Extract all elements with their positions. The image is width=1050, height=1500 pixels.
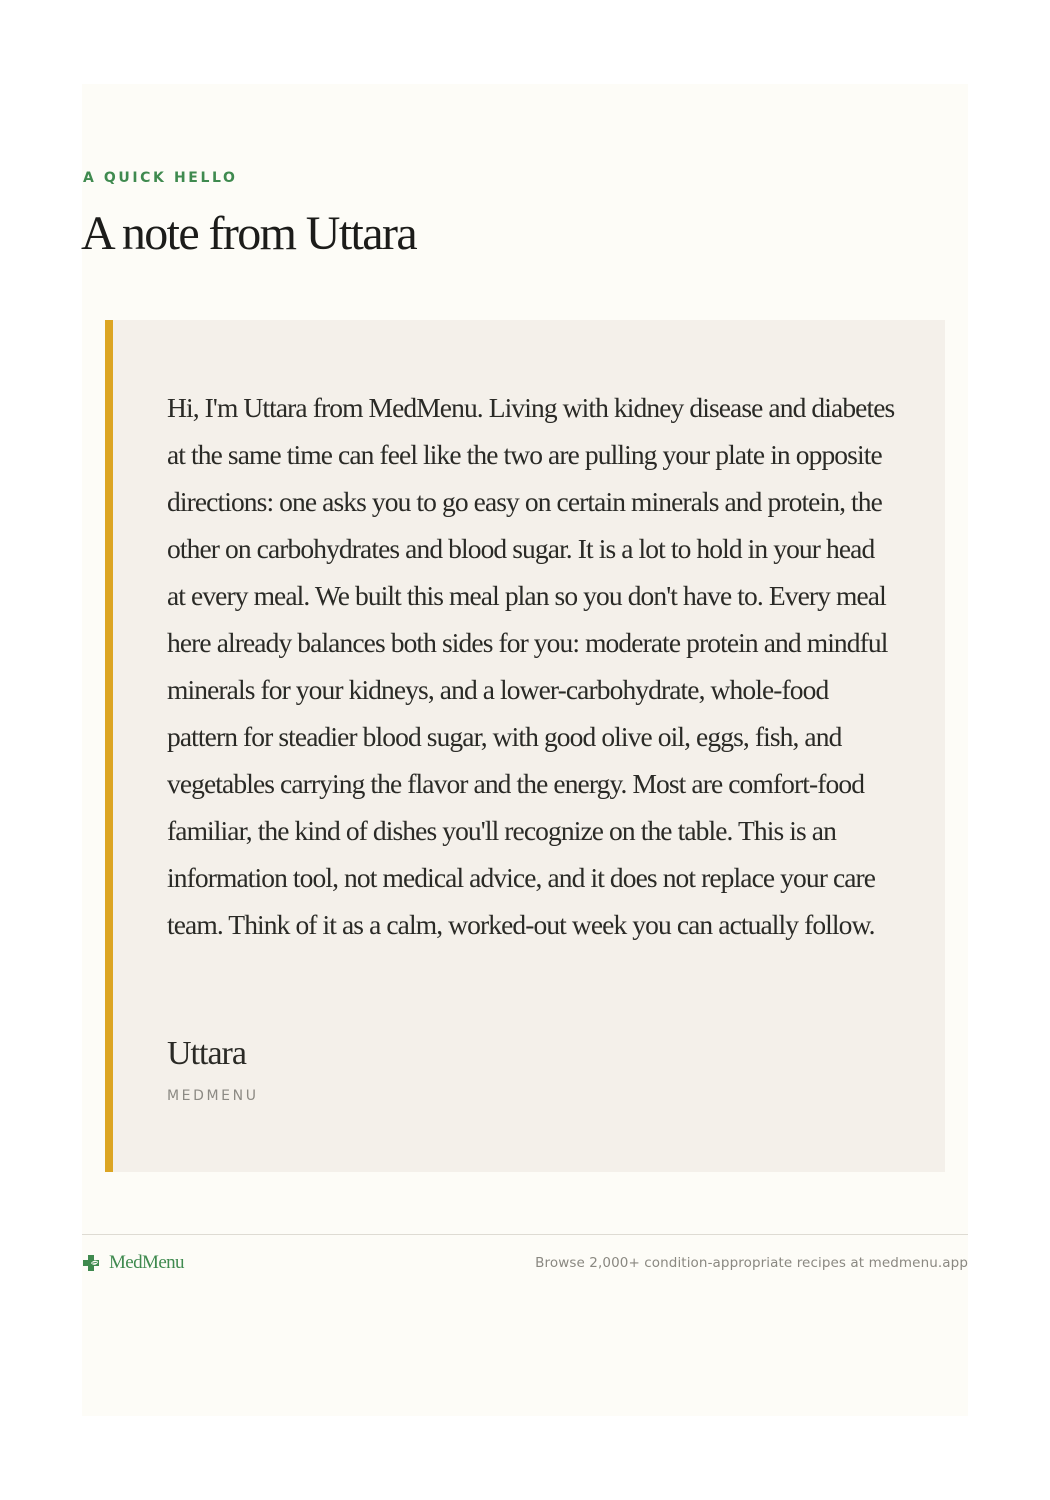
letter-body: Hi, I'm Uttara from MedMenu. Living with kidney disease and diabetes at the same time can feel like the two are pulling your plate in opposite directions: one asks you to go easy on certain minerals and protein, the other on carbohydrates and blood sugar. It is a lot to hold in your head at every meal. We built this meal plan so you don't have to. Every meal here already balances both sides for you: moderate protein and mindful minerals for your kidneys, and a lower-carbohydrate, whole-food pattern for steadier blood sugar, with good olive oil, eggs, fish, and vegetables carrying the flavor and the energy. Most are comfort-food familiar, the kind of dishes you'll recognize on the table. This is an information tool, not medical advice, and it does not replace your care team. Think of it as a calm, worked-out week you can actually follow. bbox=[167, 392, 895, 940]
footer-brand bbox=[82, 1252, 184, 1274]
signature-organization: MEDMENU bbox=[167, 1088, 259, 1104]
letter-signature: Uttara bbox=[167, 1035, 246, 1072]
medical-cross-leaf-icon bbox=[82, 1254, 100, 1272]
letter-card bbox=[105, 320, 945, 1172]
page-title: A note from Uttara bbox=[81, 207, 417, 260]
footer-brand-name: MedMenu bbox=[109, 1252, 184, 1273]
footer-note: Browse 2,000+ condition-appropriate recipes at medmenu.app bbox=[535, 1255, 968, 1271]
page bbox=[82, 84, 968, 1416]
footer-divider bbox=[82, 1234, 968, 1235]
section-eyebrow: A QUICK HELLO bbox=[83, 170, 238, 186]
